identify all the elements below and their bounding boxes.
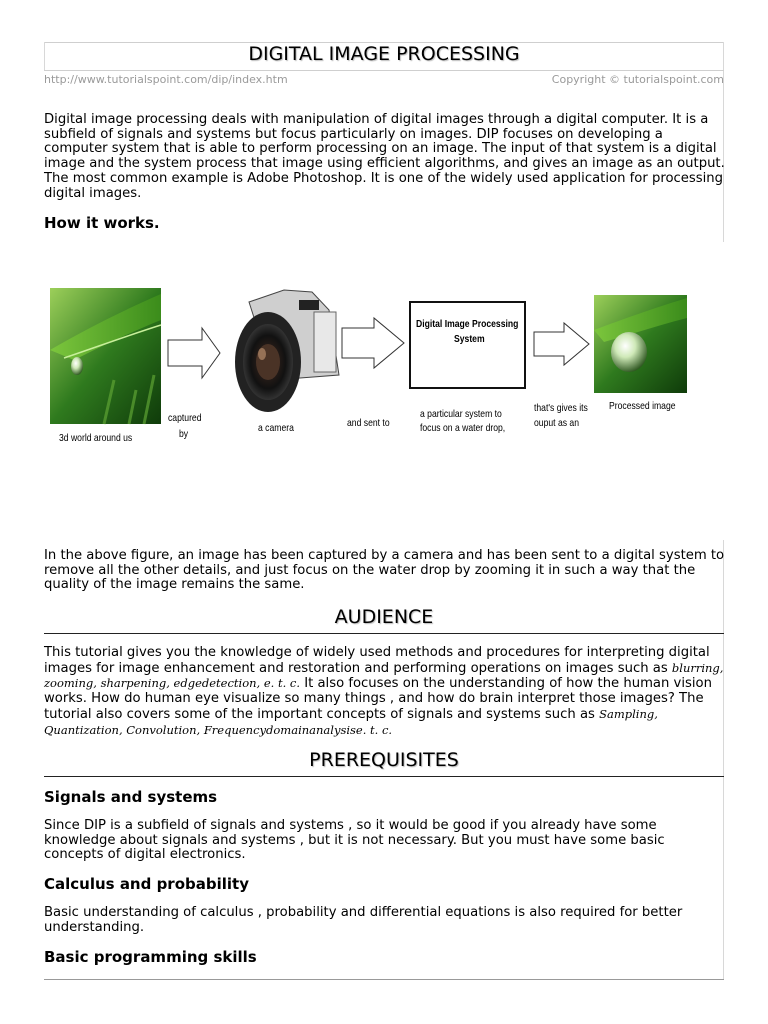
prereq-text-calculus: Basic understanding of calculus , probability and differential equations is also required for better understanding. <box>44 905 683 935</box>
camera-image <box>235 290 339 412</box>
prereq-text-signals: Since DIP is a subfield of signals and systems , so it would be good if you already have some knowledge about signals and systems , but it is not necessary. But you must have some basic concepts of digital electronics. <box>44 818 665 863</box>
source-leaf-image <box>50 288 161 424</box>
dip-system-box <box>410 302 525 388</box>
audience-math-1: blurring, zooming, sharpening, edgedetection, e. t. c. <box>44 660 724 691</box>
audience-math-2: Sampling, Quantization, Convolution, Frequencydomainanalysise. t. c. <box>44 706 658 737</box>
label-system-2: focus on a water drop, <box>420 422 506 434</box>
dip-process-figure <box>44 280 724 450</box>
figure-caption: In the above figure, an image has been captured by a camera and has been sent to a digital system to remove all the other details, and just focus on the water drop by zooming it in such a way that the quality of the image remains the same. <box>44 548 725 593</box>
label-gives-2: ouput as an <box>534 417 580 429</box>
label-by: by <box>179 428 189 440</box>
audience-text-2: It also focuses on the understanding of how the human vision works. How do human eye visualize so many things , and how do brain interpret those images? The tutorial also covers some of the important concepts of signals and systems such as <box>44 676 712 722</box>
prerequisites-rule <box>44 776 724 777</box>
intro-paragraph: Digital image processing deals with manipulation of digital images through a digital computer. It is a subfield of signals and systems but focus particularly on images. DIP focuses on developing a computer system that is able to perform processing on an image. The input of that system is a digital image and the system process that image using efficient algorithms, and gives an image as an output. The most common example is Adobe Photoshop. It is one of the widely used application for processing digital images. <box>44 112 725 201</box>
audience-heading: AUDIENCE <box>334 606 434 628</box>
label-captured: captured <box>168 412 202 424</box>
system-box-title: Digital Image Processing <box>416 318 519 330</box>
page-bottom-rule <box>44 979 724 980</box>
audience-rule <box>44 633 724 634</box>
prereq-title-programming: Basic programming skills <box>44 948 257 966</box>
source-url: http://www.tutorialspoint.com/dip/index.htm <box>44 73 288 86</box>
arrow-3 <box>534 323 589 365</box>
label-processed: Processed image <box>609 400 676 412</box>
page-title: DIGITAL IMAGE PROCESSING <box>248 43 520 65</box>
processed-leaf-image <box>594 295 687 393</box>
label-system-1: a particular system to <box>420 408 502 420</box>
prereq-title-calculus: Calculus and probability <box>44 875 249 893</box>
label-camera: a camera <box>258 422 294 434</box>
prerequisites-heading: PREREQUISITES <box>309 749 459 771</box>
arrow-2 <box>342 318 404 368</box>
copyright-notice: Copyright © tutorialspoint.com <box>551 73 724 86</box>
audience-paragraph <box>44 646 726 738</box>
prereq-title-signals: Signals and systems <box>44 788 218 806</box>
system-box-subtitle: System <box>454 333 485 345</box>
header-divider <box>44 70 724 71</box>
label-world: 3d world around us <box>59 432 133 444</box>
arrow-1 <box>168 328 220 378</box>
audience-text-1: This tutorial gives you the knowledge of widely used methods and procedures for interpreting digital images for image enhancement and restoration and performing operations on images such as <box>44 645 710 676</box>
label-gives-1: that's gives its <box>534 402 588 414</box>
label-sent: and sent to <box>347 417 390 429</box>
how-it-works-heading: How it works. <box>44 214 160 232</box>
